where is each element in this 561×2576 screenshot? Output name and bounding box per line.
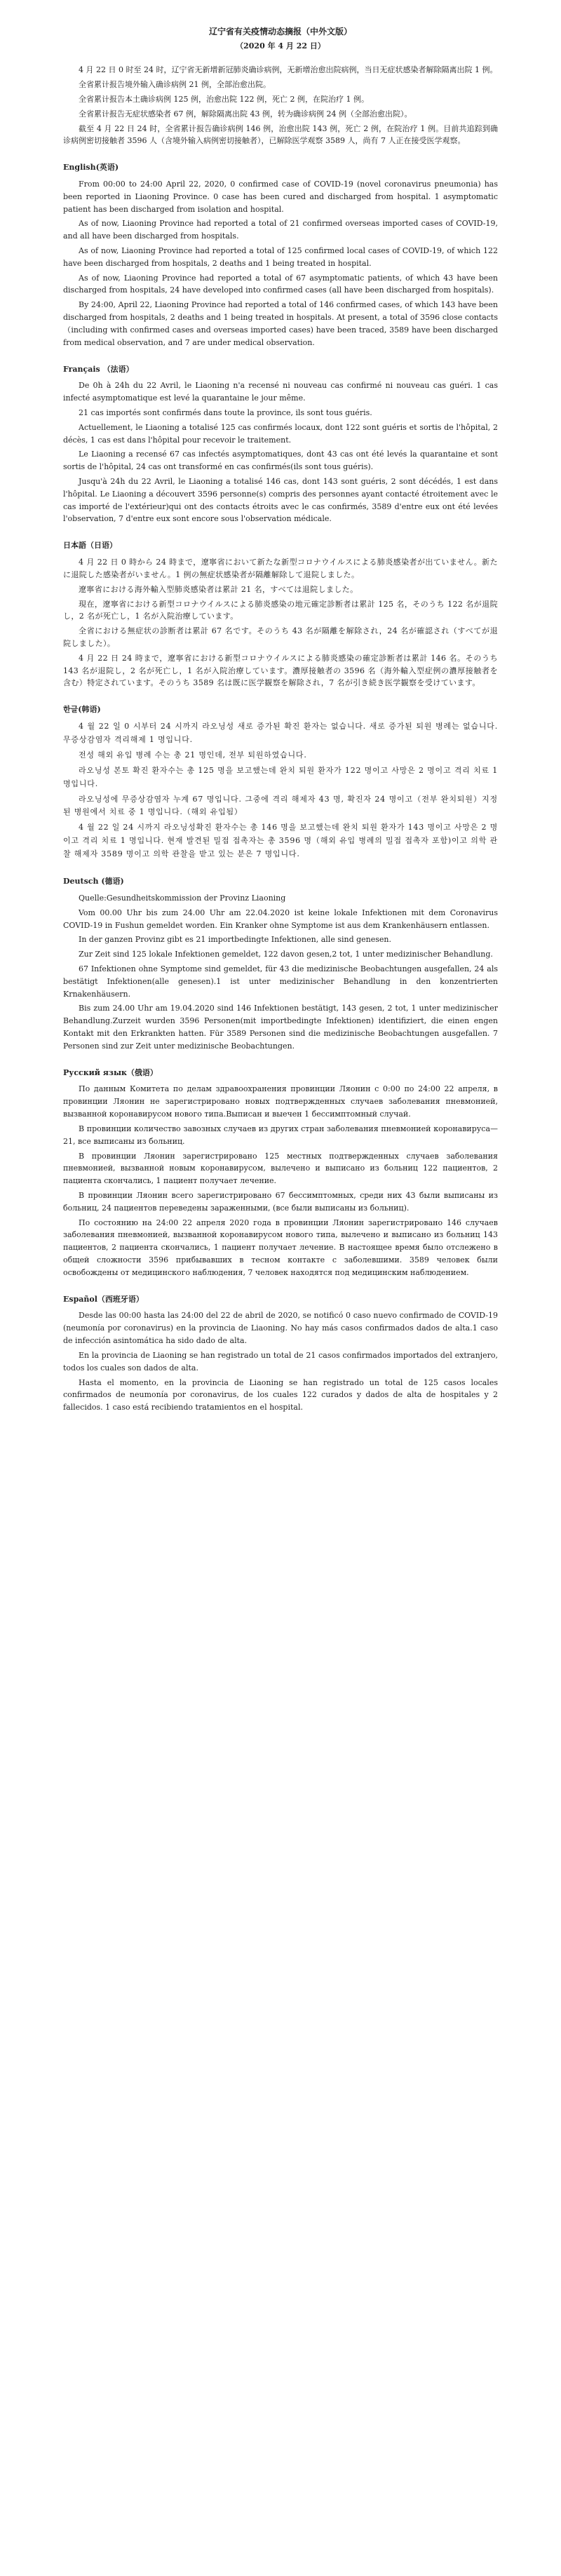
section-heading-spanish: Español（西班牙语） bbox=[63, 1294, 144, 1304]
paragraph: De 0h à 24h du 22 Avril, le Liaoning n'a recensé ni nouveau cas confirmé ni nouveau cas guéri. 1 cas infecté asymptomatique est levé la quarantaine le jour même. bbox=[63, 381, 498, 403]
section-heading-korean: 한글(韩语) bbox=[63, 705, 101, 715]
paragraph: 4 月 22 日 0 時から 24 時まで，遼寧省において新たな新型コロナウイルスによる肺炎感染者が出ていません。新たに退院した感染者がいません。1 例の無症状感染者が隔離解除して退院しました。 bbox=[63, 558, 498, 579]
paragraph: Bis zum 24.00 Uhr am 19.04.2020 sind 146 Infektionen bestätigt, 143 gesen, 2 tot, 1 unter medizinischer Behandlung.Zurzeit wurden 3596 Personen(mit importbedingte Infektionen) identifiziert, die einen engen Kontakt mit den Erkrankten hatten. Für 3589 Personen sind die medizinische Beobachtungen ausgefallen. 7 Personen sind zur Zeit unter medizinische Beobachtungen. bbox=[63, 1004, 498, 1051]
paragraph: 4 月 22 日 24 時まで，遼寧省における新型コロナウイルスによる肺炎感染の確定診断者は累計 146 名。そのうち 143 名が退院し，2 名が死亡し，1 名が入院治療しています。濃厚接触者の 3596 名（海外輸入型症例の濃厚接触者を含む）特定されています。そのうち 3589 名は既に医学観察を解除され，7 名が引き続き医学観察を受けています。 bbox=[63, 653, 498, 688]
paragraph: 全省累计报告境外输入确诊病例 21 例，全部治愈出院。 bbox=[79, 80, 271, 90]
paragraph: En la provincia de Liaoning se han registrado un total de 21 casos confirmados importados del extranjero, todos los cuales son dados de alta. bbox=[63, 1350, 498, 1373]
paragraph: Hasta el momento, en la provincia de Liaoning se han registrado un total de 125 casos locales confirmados de neumonía por coronavirus, de los cuales 122 curados y dados de alta de hospitales y 2 fallecidos. 1 caso está recibiendo tratamientos en el hospital. bbox=[63, 1377, 498, 1412]
section-japanese bbox=[63, 539, 498, 689]
paragraph: As of now, Liaoning Province had reported a total of 67 asymptomatic patients, of which 43 have been discharged from hospitals, 24 have developed into confirmed cases (all have been discharged from hospitals). bbox=[63, 273, 498, 295]
paragraph: Zur Zeit sind 125 lokale Infektionen gemeldet, 122 davon gesen,2 tot, 1 unter medizinischer Behandlung. bbox=[79, 950, 493, 959]
paragraph: 全省累计报告本土确诊病例 125 例，治愈出院 122 例，死亡 2 例，在院治疗 1 例。 bbox=[79, 94, 369, 104]
paragraph: 67 Infektionen ohne Symptome sind gemeldet, für 43 die medizinische Beobachtungen ausgefallen, 24 als bestätigt Infektionen(alle genesen).1 ist unter medizinischer Behandlung in den konzentrierten Krnakenhäusern. bbox=[63, 964, 498, 999]
paragraph: 全省累计报告无症状感染者 67 例，解除隔离出院 43 例，转为确诊病例 24 例（全部治愈出院）。 bbox=[79, 109, 412, 119]
paragraph: В провинции количество завозных случаев из других стран заболевания пневмонией коронавируса—21, все выписаны из больниц. bbox=[63, 1124, 498, 1146]
section-heading-russian: Русский язык（俄语） bbox=[63, 1067, 158, 1077]
section-korean bbox=[63, 703, 498, 861]
paragraph: 라오닝성에 무증상감염자 누계 67 명입니다. 그중에 격리 해제자 43 명, 확진자 24 명이고（전부 완치퇴원）지정된 병원에서 치료 중 1 명입니다.（해외 유입됨） bbox=[63, 794, 498, 817]
paragraph: As of now, Liaoning Province had reported a total of 21 confirmed overseas imported cases of COVID-19, and all have been discharged from hospitals. bbox=[63, 219, 498, 241]
paragraph: By 24:00, April 22, Liaoning Province had reported a total of 146 confirmed cases, of which 143 have been discharged from hospitals, 2 deaths and 1 being treated in hospitals. At present, a total of 3596 close contacts（including with confirmed cases and overseas imported cases) have been traced, 3589 have been discharged from medical observation, and 7 are under medical observation. bbox=[63, 300, 498, 347]
section-english bbox=[63, 161, 498, 349]
paragraph: From 00:00 to 24:00 April 22, 2020, 0 confirmed case of COVID-19 (novel coronavirus pneumonia) has been reported in Liaoning Province. 0 case has been cured and discharged from hospital. 1 asymptomatic patient has been discharged from isolation and hospital. bbox=[63, 179, 498, 214]
paragraph: Actuellement, le Liaoning a totalisé 125 cas confirmés locaux, dont 122 sont guéris et sortis de l'hôpital, 2 décès, 1 cas est dans l'hôpital pour recevoir le traitement. bbox=[63, 422, 498, 445]
section-heading-english: English(英语) bbox=[63, 163, 119, 173]
paragraph: 遼寧省における海外輸入型肺炎感染者は累計 21 名，すべては退院しました。 bbox=[79, 584, 358, 594]
paragraph: По данным Комитета по делам здравоохранения провинции Ляонин с 0:00 по 24:00 22 апреля, в провинции Ляонин не зарегистрировано новых подтвержденных случаев заболевания пневмонией, вызванной коронавирусом нового типа.Выписан и выечен 1 бессимптомный случай. bbox=[63, 1084, 498, 1119]
paragraph: 全省における無症状の診断者は累計 67 名です。そのうち 43 名が隔離を解除され，24 名が確認され（すべてが退院しました）。 bbox=[63, 626, 498, 648]
paragraph: 전성 해외 유입 병례 수는 총 21 명인데, 전부 퇴원하였습니다. bbox=[79, 750, 307, 760]
paragraph: 4 월 22 일 0 시부터 24 시까지 라오닝성 새로 증가된 확진 환자는 없습니다. 새로 증가된 퇴원 병례는 없습니다. 무증상감염자 격리해제 1 명입니다. bbox=[63, 722, 498, 744]
paragraph: 4 月 22 日 0 时至 24 时，辽宁省无新增新冠肺炎确诊病例，无新增治愈出院病例，当日无症状感染者解除隔离出院 1 例。 bbox=[79, 65, 498, 75]
paragraph: 라오닝성 본토 확진 환자수는 총 125 명을 보고했는데 완치 퇴원 환자가 122 명이고 사망은 2 명이고 격리 치료 1 명입니다. bbox=[63, 765, 498, 788]
section-heading-french: Français （法语） bbox=[63, 364, 134, 374]
paragraph: In der ganzen Provinz gibt es 21 importbedingte Infektionen, alle sind genesen. bbox=[79, 935, 391, 945]
document-date: （2020 年 4 月 22 日） bbox=[236, 41, 325, 51]
paragraph: 21 cas importés sont confirmés dans toute la province, ils sont tous guéris. bbox=[79, 407, 372, 417]
section-heading-german: Deutsch (德语) bbox=[63, 877, 124, 886]
section-heading-japanese: 日本語（日语） bbox=[63, 541, 117, 551]
paragraph: 4 월 22 일 24 시까지 라오닝성확진 환자수는 총 146 명을 보고했는데 완치 퇴원 환자가 143 명이고 사망은 2 명이고 격리 치료 1 명입니다. 현재 발견된 밀접 접촉자는 총 3596 명（해외 유입 병례의 밀접 접촉자 포함)이고 의학 관찰 해제자 3589 명이고 의학 관찰을 받고 있는 분은 7 명입니다. bbox=[63, 823, 498, 859]
section-russian bbox=[63, 1067, 498, 1279]
paragraph: Desde las 00:00 hasta las 24:00 del 22 de abril de 2020, se notificó 0 caso nuevo confirmado de COVID-19 (neumonía por coronavirus) en la provincia de Liaoning. No hay más casos confirmados dados de alta.1 caso de infección asintomática ha sido dado de alta. bbox=[63, 1311, 498, 1346]
paragraph: 截至 4 月 22 日 24 时，全省累计报告确诊病例 146 例，治愈出院 143 例，死亡 2 例，在院治疗 1 例。目前共追踪到确诊病例密切接触者 3596 人（含境外输入病例密切接触者），已解除医学观察 3589 人，尚有 7 人正在接受医学观察。 bbox=[63, 123, 498, 146]
section-spanish bbox=[63, 1293, 498, 1414]
section-german bbox=[63, 875, 498, 1053]
paragraph: В провинции Ляонин всего зарегистрировано 67 бессимптомных, среди них 43 были выписаны из больниц, 24 пациентов переведены зараженными, (все были выписаны из больниц). bbox=[63, 1190, 498, 1213]
paragraph: По состоянию на 24:00 22 апреля 2020 года в провинции Ляонин зарегистрировано 146 случаев заболевания пневмонией, вызванной коронавирусом нового типа, вылечено и выписано из больниц 143 пациентов, 2 пациента скончались, 1 пациент получает лечение. В настоящее время было отслежено в общей сложности 3596 прибывавших в тесном контакте с заболевшими. 3589 человек были освобождены от медицинского наблюдения, 7 человек находятся под медицинским наблюдением. bbox=[63, 1218, 498, 1277]
paragraph: Le Liaoning a recensé 67 cas infectés asymptomatiques, dont 43 cas ont été levés la quarantaine et sont sortis de l'hôpital, 24 cas ont transformé en cas confirmés(ils sont tous guéris). bbox=[63, 450, 498, 472]
paragraph: В провинции Ляонин зарегистрировано 125 местных подтвержденных случаев заболевания пневмонией, вызванной новым коронавирусом, вылечено и выписано из больниц 122 пациентов, 2 пациента скончались, 1 пациент получает лечение. bbox=[63, 1151, 498, 1186]
paragraph: As of now, Liaoning Province had reported a total of 125 confirmed local cases of COVID-19, of which 122 have been discharged from hospitals, 2 deaths and 1 being treated in hospital. bbox=[63, 246, 498, 268]
paragraph: Vom 00.00 Uhr bis zum 24.00 Uhr am 22.04.2020 ist keine lokale Infektionen mit dem Coronavirus COVID-19 in Fushun gemeldet worden. Ein Kranker ohne Symptome ist aus dem Krankenhäusern entlassen. bbox=[63, 908, 498, 930]
paragraph: 現在，遼寧省における新型コロナウイルスによる肺炎感染の地元確定診断者は累計 125 名，そのうち 122 名が退院し，2 名が死亡し，1 名が入院治療しています。 bbox=[63, 599, 498, 621]
document-title: 辽宁省有关疫情动态摘报（中外文版） bbox=[208, 27, 352, 36]
section-french bbox=[63, 363, 498, 526]
paragraph: Quelle:Gesundheitskommission der Provinz Liaoning bbox=[79, 893, 286, 903]
paragraph: Jusqu'à 24h du 22 Avril, le Liaoning a totalisé 146 cas, dont 143 sont guéris, 2 sont décédés, 1 est dans l'hôpital. Le Liaoning a découvert 3596 personne(s) compris des personnes ayant contacté étroitement avec le cas importé de l'extérieur)qui ont des contacts étroits avec le cas confirmés, 3589 d'entre eux ont été levées l'observation, 7 d'entre eux sont encore sous l'observation médicale. bbox=[63, 477, 498, 524]
section-chinese bbox=[63, 64, 498, 147]
